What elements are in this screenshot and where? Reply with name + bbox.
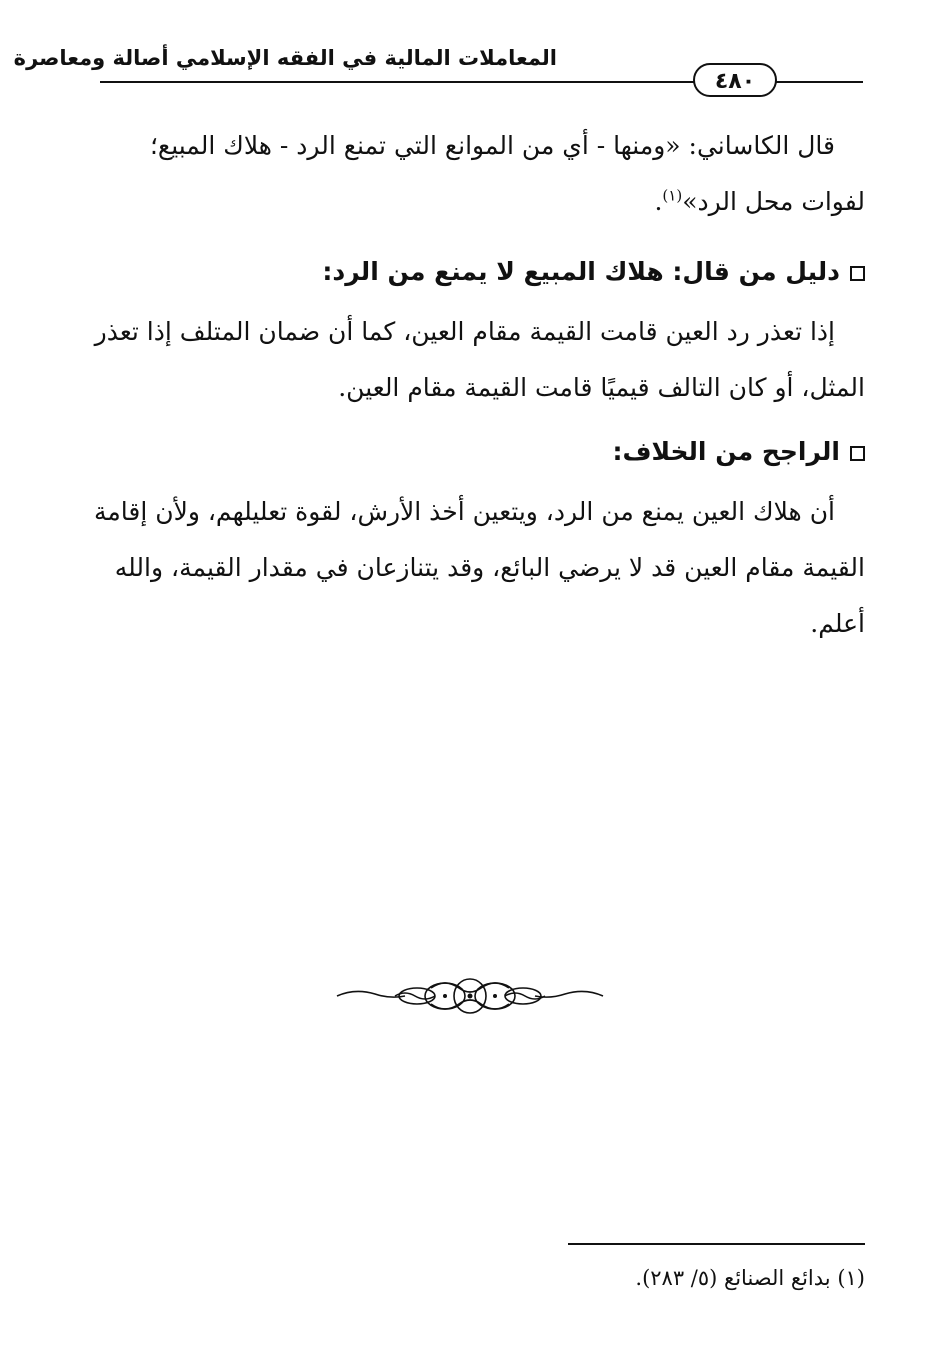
preferred-line-3: أعلم. bbox=[810, 609, 865, 638]
preferred-line-1: أن هلاك العين يمنع من الرد، ويتعين أخذ الأرش، لقوة تعليلهم، ولأن إقامة bbox=[93, 497, 835, 526]
square-bullet-icon bbox=[850, 266, 865, 281]
quote-paragraph bbox=[100, 118, 865, 230]
evidence-line-2: المثل، أو كان التالف قيميًا قامت القيمة مقام العين. bbox=[338, 373, 865, 402]
quote-line-2 bbox=[100, 174, 865, 230]
section-heading-preferred bbox=[100, 432, 865, 472]
preferred-paragraph bbox=[93, 484, 865, 652]
running-title: المعاملات المالية في الفقه الإسلامي أصالة ومعاصرة bbox=[13, 46, 557, 70]
section-heading-evidence-text: دليل من قال: هلاك المبيع لا يمنع من الرد: bbox=[322, 257, 840, 286]
evidence-line-1: إذا تعذر رد العين قامت القيمة مقام العين، كما أن ضمان المتلف إذا تعذر bbox=[94, 317, 835, 346]
square-bullet-icon bbox=[850, 446, 865, 461]
footnote-number: (١) bbox=[837, 1266, 865, 1290]
section-heading-preferred-text: الراجح من الخلاف: bbox=[612, 437, 840, 466]
ornament-divider-icon bbox=[335, 972, 605, 1020]
footnote-ref-1[interactable]: (١) bbox=[662, 186, 683, 205]
quote-end: . bbox=[654, 187, 663, 216]
quote-line-1: قال الكاساني: «ومنها - أي من الموانع التي تمنع الرد - هلاك المبيع؛ bbox=[149, 131, 835, 160]
evidence-paragraph bbox=[94, 304, 865, 416]
quote-line-2-text: لفوات محل الرد» bbox=[682, 187, 865, 216]
footnote-text: بدائع الصنائع (٥/ ٢٨٣). bbox=[635, 1266, 831, 1290]
footnote-1 bbox=[365, 1258, 865, 1298]
section-heading-evidence bbox=[100, 252, 865, 292]
footnote-rule bbox=[568, 1243, 865, 1245]
preferred-line-2: القيمة مقام العين قد لا يرضي البائع، وقد يتنازعان في مقدار القيمة، والله bbox=[114, 553, 865, 582]
page-number: ٤٨٠ bbox=[693, 63, 777, 97]
